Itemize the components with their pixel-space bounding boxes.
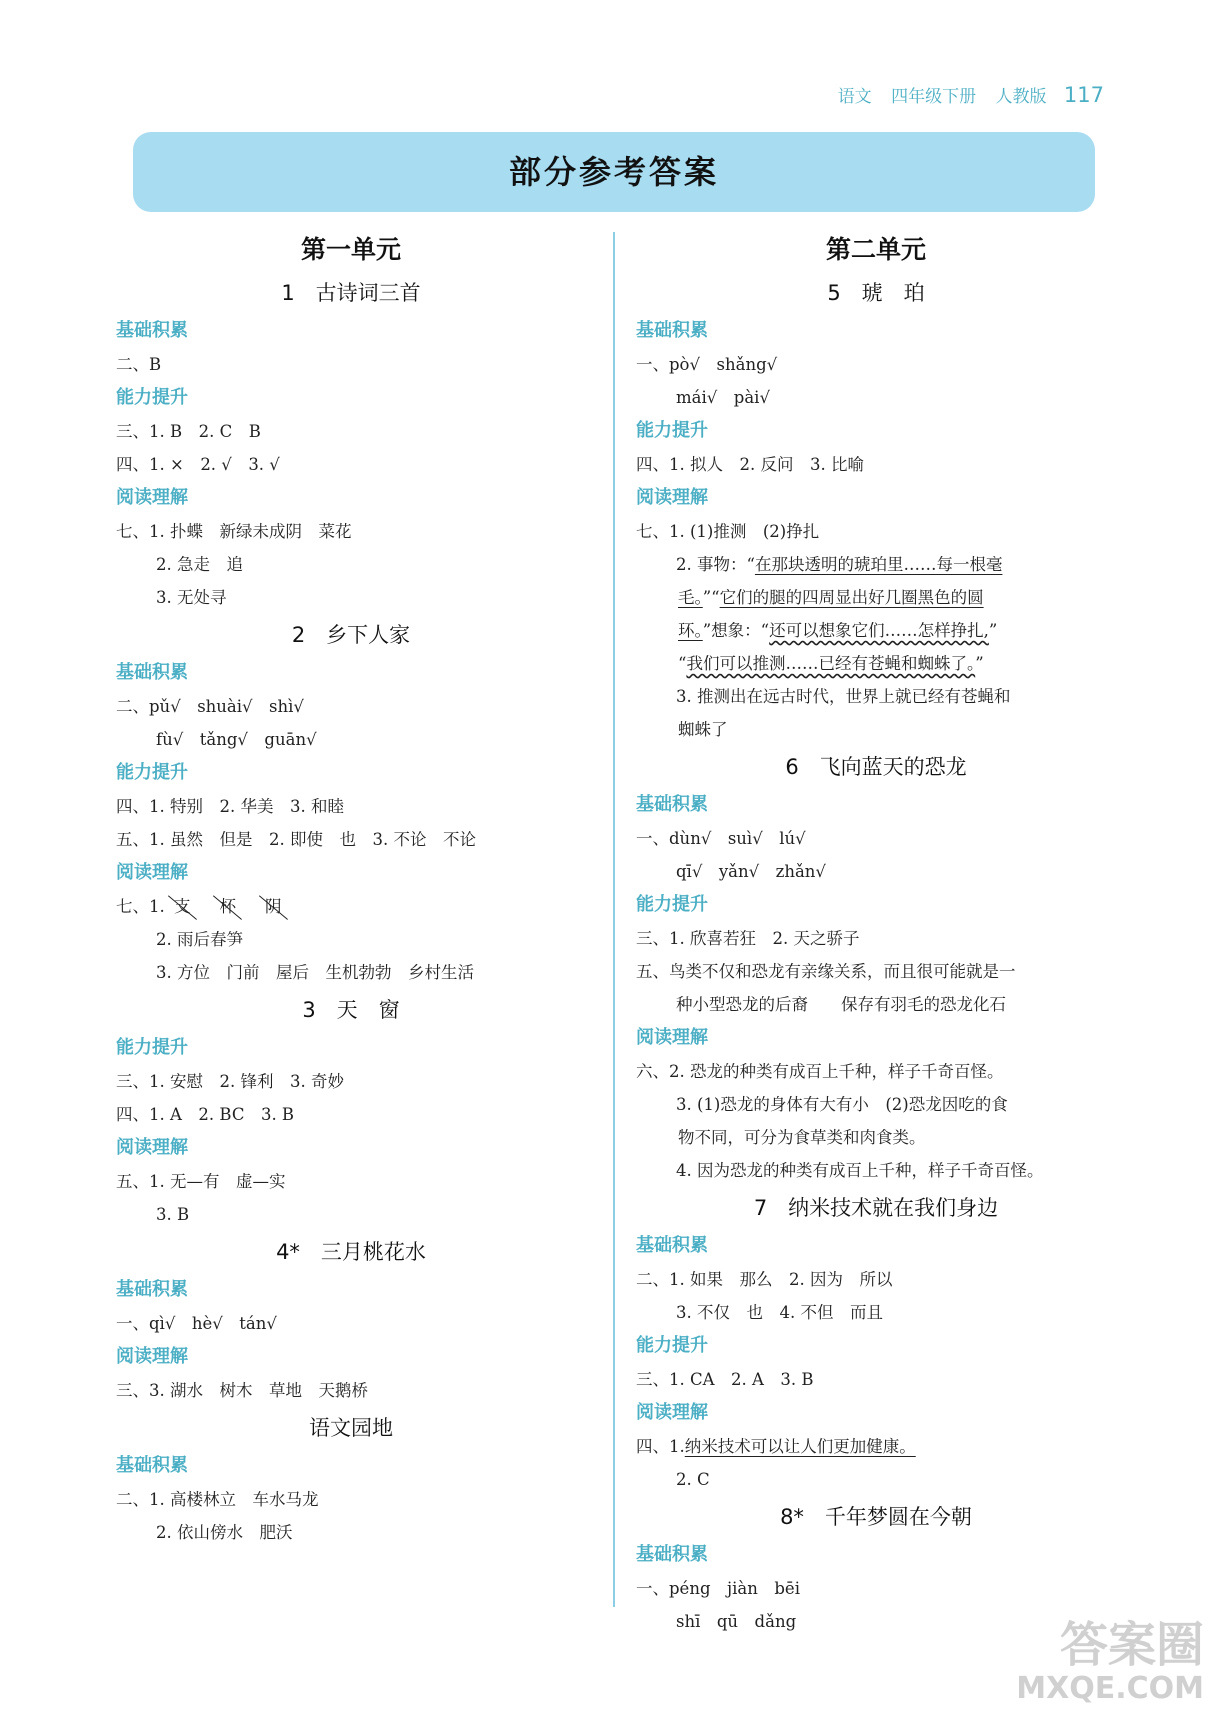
answer-line: 3. 推测出在远古时代，世界上就已经有苍蝇和: [676, 687, 1011, 706]
lesson-title: 6 飞向蓝天的恐龙: [785, 755, 967, 779]
left-column: [116, 228, 586, 1549]
underlined-text: 它们的腿的四周显出好几圈黑色的圆: [719, 588, 984, 607]
text-run: ”: [975, 654, 984, 673]
section-label: 基础积累: [636, 794, 708, 815]
answer-line: 2. 雨后春笋: [156, 930, 243, 949]
watermark: [1016, 1619, 1204, 1705]
lesson-title: 3 天 窗: [302, 998, 400, 1022]
underlined-text: 纳米技术可以让人们更加健康。: [684, 1437, 916, 1456]
answer-line: 蜘蛛了: [678, 720, 728, 739]
answer-line: [636, 614, 1116, 647]
answer-line: 物不同，可分为食草类和肉食类。: [678, 1128, 926, 1147]
section-label: 阅读理解: [636, 487, 708, 508]
underlined-text: 毛。: [678, 588, 703, 607]
answer-line: 四、1. × 2. √ 3. √: [116, 455, 280, 474]
answer-line: 五、1. 虽然 但是 2. 即使 也 3. 不论 不论: [116, 830, 476, 849]
struck-char: 杯: [215, 890, 240, 923]
watermark-url: MXQE.COM: [1016, 1671, 1204, 1706]
answer-line: 三、1. B 2. C B: [116, 422, 261, 441]
lesson-title: 4* 三月桃花水: [276, 1240, 426, 1264]
watermark-logo: 答案圈: [1059, 1617, 1204, 1674]
answer-line: 2. 依山傍水 肥沃: [156, 1523, 293, 1542]
answer-line: 三、1. CA 2. A 3. B: [636, 1370, 814, 1389]
lesson-title: 7 纳米技术就在我们身边: [753, 1196, 999, 1220]
struck-char: 阴: [261, 890, 286, 923]
answer-line: fù√ tǎng√ guān√: [156, 730, 317, 749]
page-number: 117: [1063, 83, 1104, 107]
section-label: 基础积累: [636, 1544, 708, 1565]
answer-line: shī qū dǎng: [676, 1612, 797, 1631]
section-label: 能力提升: [636, 1335, 708, 1356]
answer-line: [116, 890, 586, 923]
text-run: ”: [988, 621, 998, 640]
answer-line: 二、pǔ√ shuài√ shì√: [116, 697, 304, 716]
answer-line: 七、1. 扑蝶 新绿未成阴 菜花: [116, 522, 352, 541]
section-label: 阅读理解: [116, 1346, 188, 1367]
section-label: 阅读理解: [116, 1137, 188, 1158]
page-title: 部分参考答案: [133, 132, 1095, 212]
text-run: 2. 事物：“: [676, 555, 755, 574]
section-label: 能力提升: [636, 894, 708, 915]
section-label: 基础积累: [116, 662, 188, 683]
answer-line: 2. 急走 追: [156, 555, 243, 574]
answer-line: 三、3. 湖水 树木 草地 天鹅桥: [116, 1381, 368, 1400]
section-label: 能力提升: [116, 1037, 188, 1058]
answer-line: 2. C: [676, 1470, 710, 1489]
unit-title: 第二单元: [825, 235, 926, 264]
answer-line: 一、qì√ hè√ tán√: [116, 1314, 277, 1333]
answer-line: 四、1. 特别 2. 华美 3. 和睦: [116, 797, 344, 816]
answer-line: 一、dùn√ suì√ lú√: [636, 829, 806, 848]
section-label: 能力提升: [636, 420, 708, 441]
underlined-text: 在那块透明的琥珀里……每一根毫: [754, 555, 1003, 574]
text-run: ”想象：“: [702, 621, 770, 640]
answer-line: 六、2. 恐龙的种类有成百上千种，样子千奇百怪。: [636, 1062, 1004, 1081]
answer-line: 二、1. 如果 那么 2. 因为 所以: [636, 1270, 893, 1289]
unit-title: 第一单元: [300, 235, 401, 264]
section-label: 基础积累: [636, 320, 708, 341]
section-label: 基础积累: [636, 1235, 708, 1256]
section-label: 阅读理解: [116, 487, 188, 508]
underlined-text: 环。: [678, 621, 703, 640]
answer-line: 三、1. 安慰 2. 锋利 3. 奇妙: [116, 1072, 344, 1091]
answer-line: 3. 不仅 也 4. 不但 而且: [676, 1303, 883, 1322]
answer-line: 一、pò√ shǎng√: [636, 355, 778, 374]
text-run: 四、1.: [636, 1437, 685, 1456]
answer-line: 种小型恐龙的后裔 保存有羽毛的恐龙化石: [676, 995, 1006, 1014]
right-column: [636, 228, 1116, 1638]
answer-line: 二、B: [116, 355, 162, 374]
answer-line: qī√ yǎn√ zhǎn√: [676, 862, 826, 881]
answer-line: 3. B: [156, 1205, 190, 1224]
answer-prefix: 七、1.: [116, 897, 165, 916]
answer-line: 五、鸟类不仅和恐龙有亲缘关系，而且很可能就是一: [636, 962, 1016, 981]
edition: 人教版: [995, 87, 1047, 107]
answer-line: 五、1. 无—有 虚—实: [116, 1172, 286, 1191]
grade: 四年级下册: [891, 87, 977, 107]
wavy-underlined-text: 还可以想象它们……怎样挣扎,: [769, 621, 989, 640]
section-label: 基础积累: [116, 320, 188, 341]
struck-char: 支: [170, 890, 195, 923]
lesson-title: 1 古诗词三首: [281, 281, 421, 305]
answer-line: [636, 548, 1116, 581]
lesson-title: 2 乡下人家: [291, 623, 411, 647]
answer-line: 七、1. (1)推测 (2)挣扎: [636, 522, 820, 541]
section-label: 阅读理解: [636, 1402, 708, 1423]
column-divider: [613, 232, 615, 1607]
answer-line: 4. 因为恐龙的种类有成百上千种，样子千奇百怪。: [676, 1161, 1044, 1180]
lesson-title: 8* 千年梦圆在今朝: [780, 1505, 972, 1529]
answer-line: 二、1. 高楼林立 车水马龙: [116, 1490, 319, 1509]
wavy-underlined-text: 我们可以推测……已经有苍蝇和蜘蛛了。: [686, 654, 976, 673]
answer-line: [636, 1430, 1116, 1463]
lesson-title: 语文园地: [309, 1416, 393, 1440]
section-label: 阅读理解: [116, 862, 188, 883]
text-run: “: [678, 654, 687, 673]
section-label: 基础积累: [116, 1455, 188, 1476]
section-label: 基础积累: [116, 1279, 188, 1300]
text-run: ”“: [702, 588, 720, 607]
answer-line: [636, 581, 1116, 614]
answer-line: [636, 647, 1116, 680]
answer-line: 三、1. 欣喜若狂 2. 天之骄子: [636, 929, 860, 948]
section-label: 能力提升: [116, 387, 188, 408]
answer-line: 一、péng jiàn bēi: [636, 1579, 800, 1598]
answer-line: 3. 方位 门前 屋后 生机勃勃 乡村生活: [156, 963, 474, 982]
answer-line: 四、1. 拟人 2. 反问 3. 比喻: [636, 455, 864, 474]
answer-line: 3. 无处寻: [156, 588, 227, 607]
answer-line: mái√ pài√: [676, 388, 770, 407]
subject: 语文: [837, 87, 872, 107]
page-header: [824, 82, 1104, 107]
section-label: 阅读理解: [636, 1027, 708, 1048]
answer-line: 四、1. A 2. BC 3. B: [116, 1105, 295, 1124]
section-label: 能力提升: [116, 762, 188, 783]
answer-line: 3. (1)恐龙的身体有大有小 (2)恐龙因吃的食: [676, 1095, 1008, 1114]
lesson-title: 5 琥 珀: [827, 281, 925, 305]
